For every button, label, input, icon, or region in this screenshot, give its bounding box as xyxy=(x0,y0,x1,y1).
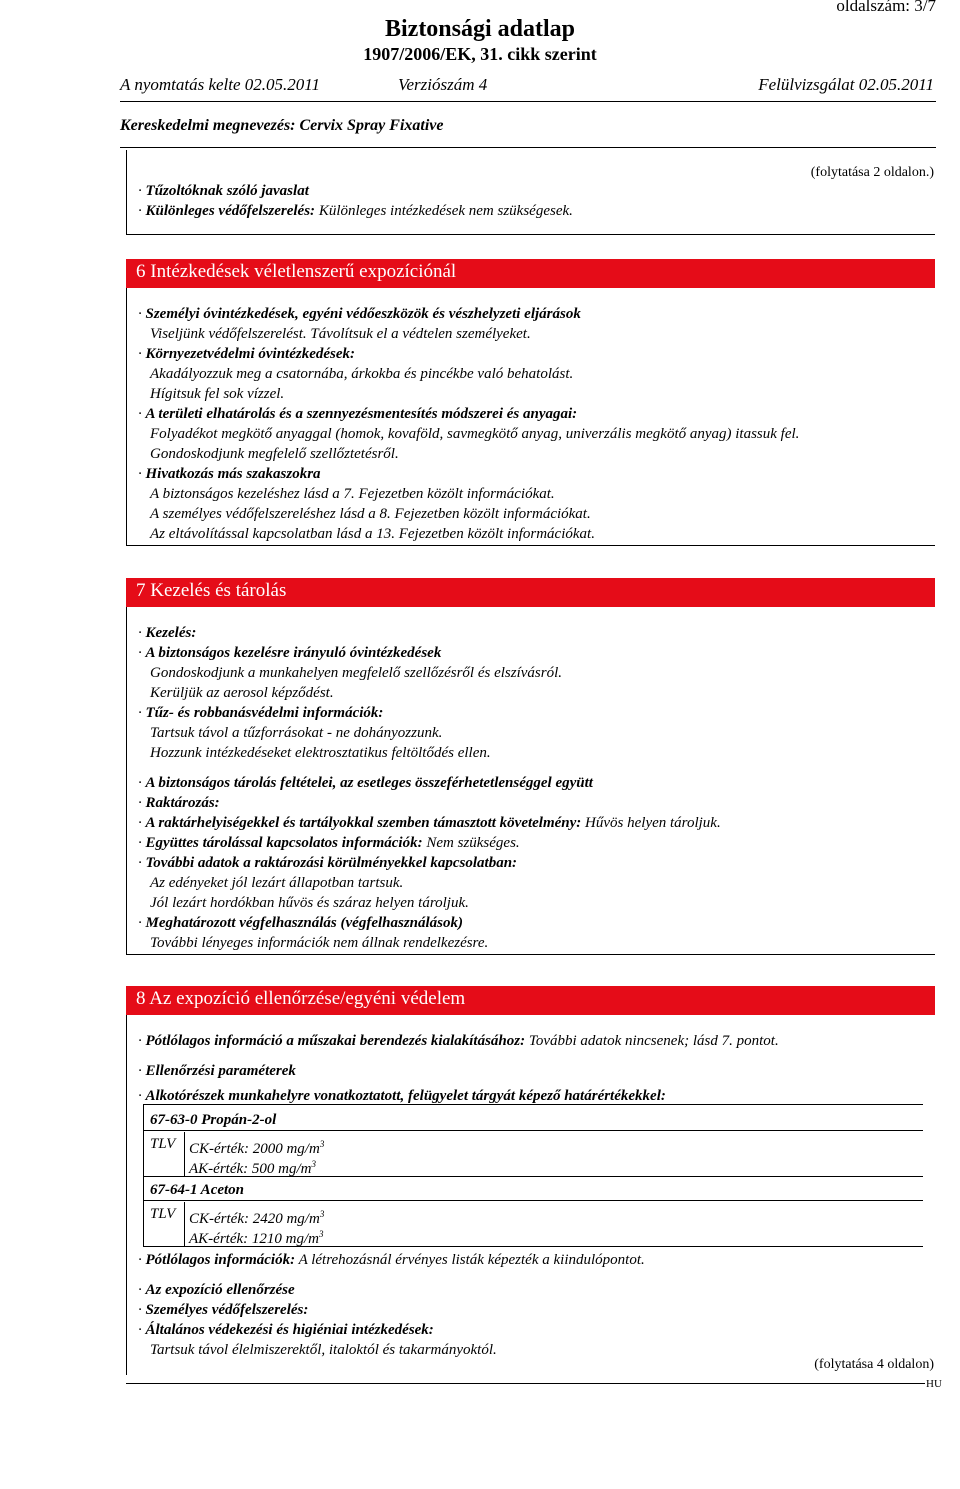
further-storage-info: · További adatok a raktározási körülményekkel kapcsolatban: xyxy=(138,855,518,871)
substance-2-tlv: TLV xyxy=(150,1206,176,1222)
section-7-heading: 7 Kezelés és tárolás xyxy=(126,578,935,607)
engineering-info: · Pótlólagos információ a műszakai berendezés kialakításához: További adatok nincsenek; lásd 7. pontot. xyxy=(138,1033,779,1049)
firefighting-advice: · Tűzoltóknak szóló javaslat xyxy=(138,183,309,199)
exposure-controls: · Az expozíció ellenőrzése xyxy=(138,1282,295,1298)
table-column-divider xyxy=(184,1202,185,1246)
joint-storage: · Együttes tárolással kapcsolatos információk: Nem szükséges. xyxy=(138,835,520,851)
left-border xyxy=(126,607,127,954)
personal-text: Viseljünk védőfelszerelést. Távolítsuk el a védtelen személyeket. xyxy=(150,326,531,342)
additional-info: · Pótlólagos információk: A létrehozásnál érvényes listák képezték a kiindulópontot. xyxy=(138,1252,645,1268)
substance-1-tlv: TLV xyxy=(150,1136,176,1152)
substance-1-ck: CK-érték: 2000 $mg/m^3$ xyxy=(189,1139,325,1157)
language-code: HU xyxy=(926,1378,942,1390)
left-border xyxy=(126,150,127,234)
further-text-1: Az edényeket jól lezárt állapotban tartsuk. xyxy=(150,875,404,891)
section-divider xyxy=(126,545,935,546)
env-text-1: Akadályozzuk meg a csatornába, árkokba és pincékbe való behatolást. xyxy=(150,366,574,382)
substance-2-ak: AK-érték: 1210 $mg/m^3$ xyxy=(189,1229,324,1247)
section-8-heading: 8 Az expozíció ellenőrzése/egyéni védelem xyxy=(126,986,935,1015)
page-number: oldalszám: 3/7 xyxy=(836,0,936,15)
left-border xyxy=(126,288,127,545)
control-parameters: · Ellenőrzési paraméterek xyxy=(138,1063,296,1079)
header-divider xyxy=(120,101,936,102)
containment-text-1: Folyadékot megkötő anyaggal (homok, kovaföld, savmegkötő anyag, univerzális megkötő anyag) itassuk fel. xyxy=(150,426,800,442)
environmental-precautions: · Környezetvédelmi óvintézkedések: xyxy=(138,346,356,362)
handling-label: · Kezelés: xyxy=(138,625,197,641)
trade-name: Kereskedelmi megnevezés: Cervix Spray Fixative xyxy=(120,117,444,134)
document-subtitle: 1907/2006/EK, 31. cikk szerint xyxy=(363,44,597,64)
containment-text-2: Gondoskodjunk megfelelő szellőztetésről. xyxy=(150,446,399,462)
substance-1-name: 67-63-0 Propán-2-ol xyxy=(150,1112,277,1128)
ref-text-2: A személyes védőfelszereléshez lásd a 8. Fejezetben közölt információkat. xyxy=(150,506,591,522)
ref-text-3: Az eltávolítással kapcsolatban lásd a 13. Fejezetben közölt információkat. xyxy=(150,526,595,542)
continued-on: (folytatása 4 oldalon) xyxy=(814,1357,934,1372)
substance-2-name: 67-64-1 Aceton xyxy=(150,1182,245,1198)
ref-text-1: A biztonságos kezeléshez lásd a 7. Fejezetben közölt információkat. xyxy=(150,486,555,502)
personal-precautions: · Személyi óvintézkedések, egyéni védőeszközök és vészhelyzeti eljárások xyxy=(138,306,581,322)
table-divider xyxy=(143,1130,923,1131)
table-divider xyxy=(143,1104,923,1105)
containment-methods: · A területi elhatárolás és a szennyezésmentesítés módszerei és anyagai: xyxy=(138,406,578,422)
safe-handling: · A biztonságos kezelésre irányuló óvintézkedések xyxy=(138,645,442,661)
hygiene-measures: · Általános védekezési és higiéniai intézkedések: xyxy=(138,1322,434,1338)
continued-from: (folytatása 2 oldalon.) xyxy=(810,165,934,180)
fire-explosion-info: · Tűz- és robbanásvédelmi információk: xyxy=(138,705,384,721)
fire-text-2: Hozzunk intézkedéseket elektrosztatikus feltöltődés ellen. xyxy=(150,745,491,761)
end-use-text: További lényeges információk nem állnak rendelkezésre. xyxy=(150,935,489,951)
section-6-heading: 6 Intézkedések véletlenszerű expozíciónál xyxy=(126,259,935,288)
limit-values: · Alkotórészek munkahelyre vonatkoztatott, felügyelet tárgyát képező határértékekkel: xyxy=(138,1088,666,1104)
end-use: · Meghatározott végfelhasználás (végfelhasználások) xyxy=(138,915,464,931)
header-divider-2 xyxy=(120,147,936,148)
table-column-divider xyxy=(184,1132,185,1176)
table-divider xyxy=(143,1176,923,1177)
revision-date: Felülvizsgálat 02.05.2011 xyxy=(758,75,934,94)
env-text-2: Hígitsuk fel sok vízzel. xyxy=(150,386,285,402)
personal-protection: · Személyes védőfelszerelés: xyxy=(138,1302,309,1318)
table-divider xyxy=(143,1200,923,1201)
section-divider xyxy=(126,954,935,955)
safe-text-2: Kerüljük az aerosol képződést. xyxy=(150,685,334,701)
table-divider xyxy=(143,1246,923,1247)
footer-divider xyxy=(126,1383,935,1384)
table-left-border xyxy=(143,1104,144,1246)
reference-sections: · Hivatkozás más szakaszokra xyxy=(138,466,321,482)
safe-text-1: Gondoskodjunk a munkahelyen megfelelő szellőzésről és elszívásról. xyxy=(150,665,563,681)
print-date: A nyomtatás kelte 02.05.2011 xyxy=(120,75,321,94)
version-number: Verziószám 4 xyxy=(398,75,488,94)
storage-label: · Raktározás: xyxy=(138,795,220,811)
hygiene-text: Tartsuk távol élelmiszerektől, italoktól és takarmányoktól. xyxy=(150,1342,497,1358)
substance-1-ak: AK-érték: 500 $mg/m^3$ xyxy=(189,1159,316,1177)
special-equipment: · Különleges védőfelszerelés: Különleges intézkedések nem szükségesek. xyxy=(138,203,573,219)
further-text-2: Jól lezárt hordókban hűvös és száraz helyen tároljuk. xyxy=(150,895,469,911)
left-border xyxy=(126,1015,127,1375)
storage-conditions: · A biztonságos tárolás feltételei, az esetleges összeférhetetlenséggel együtt xyxy=(138,775,593,791)
document-title: Biztonsági adatlap xyxy=(384,16,576,42)
fire-text-1: Tartsuk távol a tűzforrásokat - ne dohányozzunk. xyxy=(150,725,443,741)
storage-requirement: · A raktárhelyiségekkel és tartályokkal szemben támasztott követelmény: Hűvös helyen tároljuk. xyxy=(138,815,721,831)
section-divider xyxy=(126,234,935,235)
substance-2-ck: CK-érték: 2420 $mg/m^3$ xyxy=(189,1209,325,1227)
